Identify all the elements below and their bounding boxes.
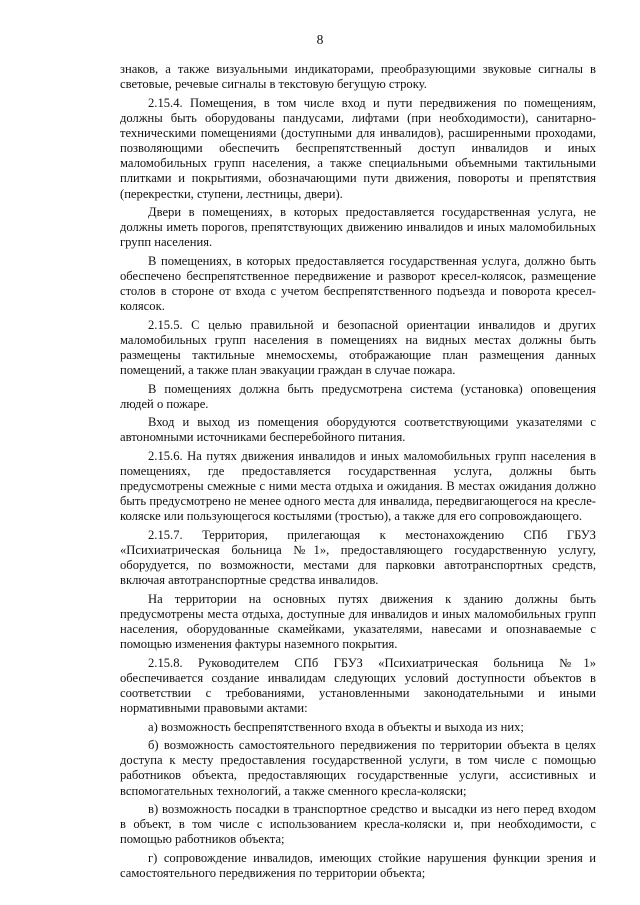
paragraph-2-15-6: 2.15.6. На путях движения инвалидов и иных маломобильных групп населения в помещениях, где предоставляется государственная услуга, должны быть предусмотрены смежные с ними места отдыха и ожидания. В местах ожидания должно быть предусмотрено не менее одного места для инвалида, передвигающегося на кресле-коляске или пользующегося костылями (тростью), а также для его сопровождающего. xyxy=(120,448,596,524)
paragraph-continuation: знаков, а также визуальными индикаторами, преобразующими звуковые сигналы в световые, речевые сигналы в текстовую бегущую строку. xyxy=(120,62,596,92)
paragraph-fire-alarm: В помещениях должна быть предусмотрена система (установка) оповещения людей о пожаре. xyxy=(120,381,596,411)
paragraph-2-15-4: 2.15.4. Помещения, в том числе вход и пути передвижения по помещениям, должны быть оборудованы пандусами, лифтами (при необходимости), санитарно-техническими помещениями (доступными для инвалидов), расширенными проходами, позволяющими обеспечить беспрепятственный доступ инвалидов и иных маломобильных групп населения, а также специальными объемными тактильными плитками и покрытиями, обозначающими пути движения, повороты и препятствия (перекрестки, ступени, лестницы, двери). xyxy=(120,95,596,201)
paragraph-2-15-7: 2.15.7. Территория, прилегающая к местонахождению СПб ГБУЗ «Психиатрическая больница №1», предоставляющего государственную услугу, оборудуется, по возможности, местами для парковки автотранспортных средств, включая автотранспортные средства инвалидов. xyxy=(120,527,596,588)
paragraph-wheelchair-movement: В помещениях, в которых предоставляется государственная услуга, должно быть обеспечено беспрепятственное передвижение и разворот кресел-колясок, размещение столов в стороне от входа с учетом беспрепятственного подъезда и поворота кресел-колясок. xyxy=(120,253,596,314)
paragraph-entrance-exit: Вход и выход из помещения оборудуются соответствующими указателями с автономными источниками бесперебойного питания. xyxy=(120,415,596,445)
paragraph-territory: На территории на основных путях движения к зданию должны быть предусмотрены места отдыха, доступные для инвалидов и иных маломобильных групп населения, оборудованные скамейками, указателями, навесами и опознаваемые с помощью изменения фактуры наземного покрытия. xyxy=(120,591,596,652)
list-item-b: б) возможность самостоятельного передвижения по территории объекта в целях доступа к месту предоставления государственной услуги, в том числе с помощью работников объекта, предоставляющих государственные услуги, ассистивных и вспомогательных технологий, а также сменного кресла-коляски; xyxy=(120,738,596,798)
paragraph-2-15-8: 2.15.8. Руководителем СПб ГБУЗ «Психиатрическая больница №1» обеспечивается создание инвалидам следующих условий доступности объектов в соответствии с требованиями, установленными законодательными и иными нормативными правовыми актами: xyxy=(120,655,596,716)
list-item-g: г) сопровождение инвалидов, имеющих стойкие нарушения функции зрения и самостоятельного передвижения по территории объекта; xyxy=(120,850,596,880)
paragraph-2-15-5: 2.15.5. С целью правильной и безопасной ориентации инвалидов и других маломобильных групп населения в помещениях на видных местах должны быть размещены тактильные мнемосхемы, отображающие план размещения данных помещений, а также план эвакуации граждан в случае пожара. xyxy=(120,317,596,378)
list-item-a: а) возможность беспрепятственного входа в объекты и выхода из них; xyxy=(148,719,524,734)
document-body xyxy=(120,62,596,884)
page-number: 8 xyxy=(316,32,324,47)
paragraph-doors: Двери в помещениях, в которых предоставляется государственная услуга, не должны иметь порогов, препятствующих движению инвалидов и иных маломобильных групп населения. xyxy=(120,205,596,250)
list-item-v: в) возможность посадки в транспортное средство и высадки из него перед входом в объект, в том числе с использованием кресла-коляски и, при необходимости, с помощью работников объекта; xyxy=(120,802,596,847)
